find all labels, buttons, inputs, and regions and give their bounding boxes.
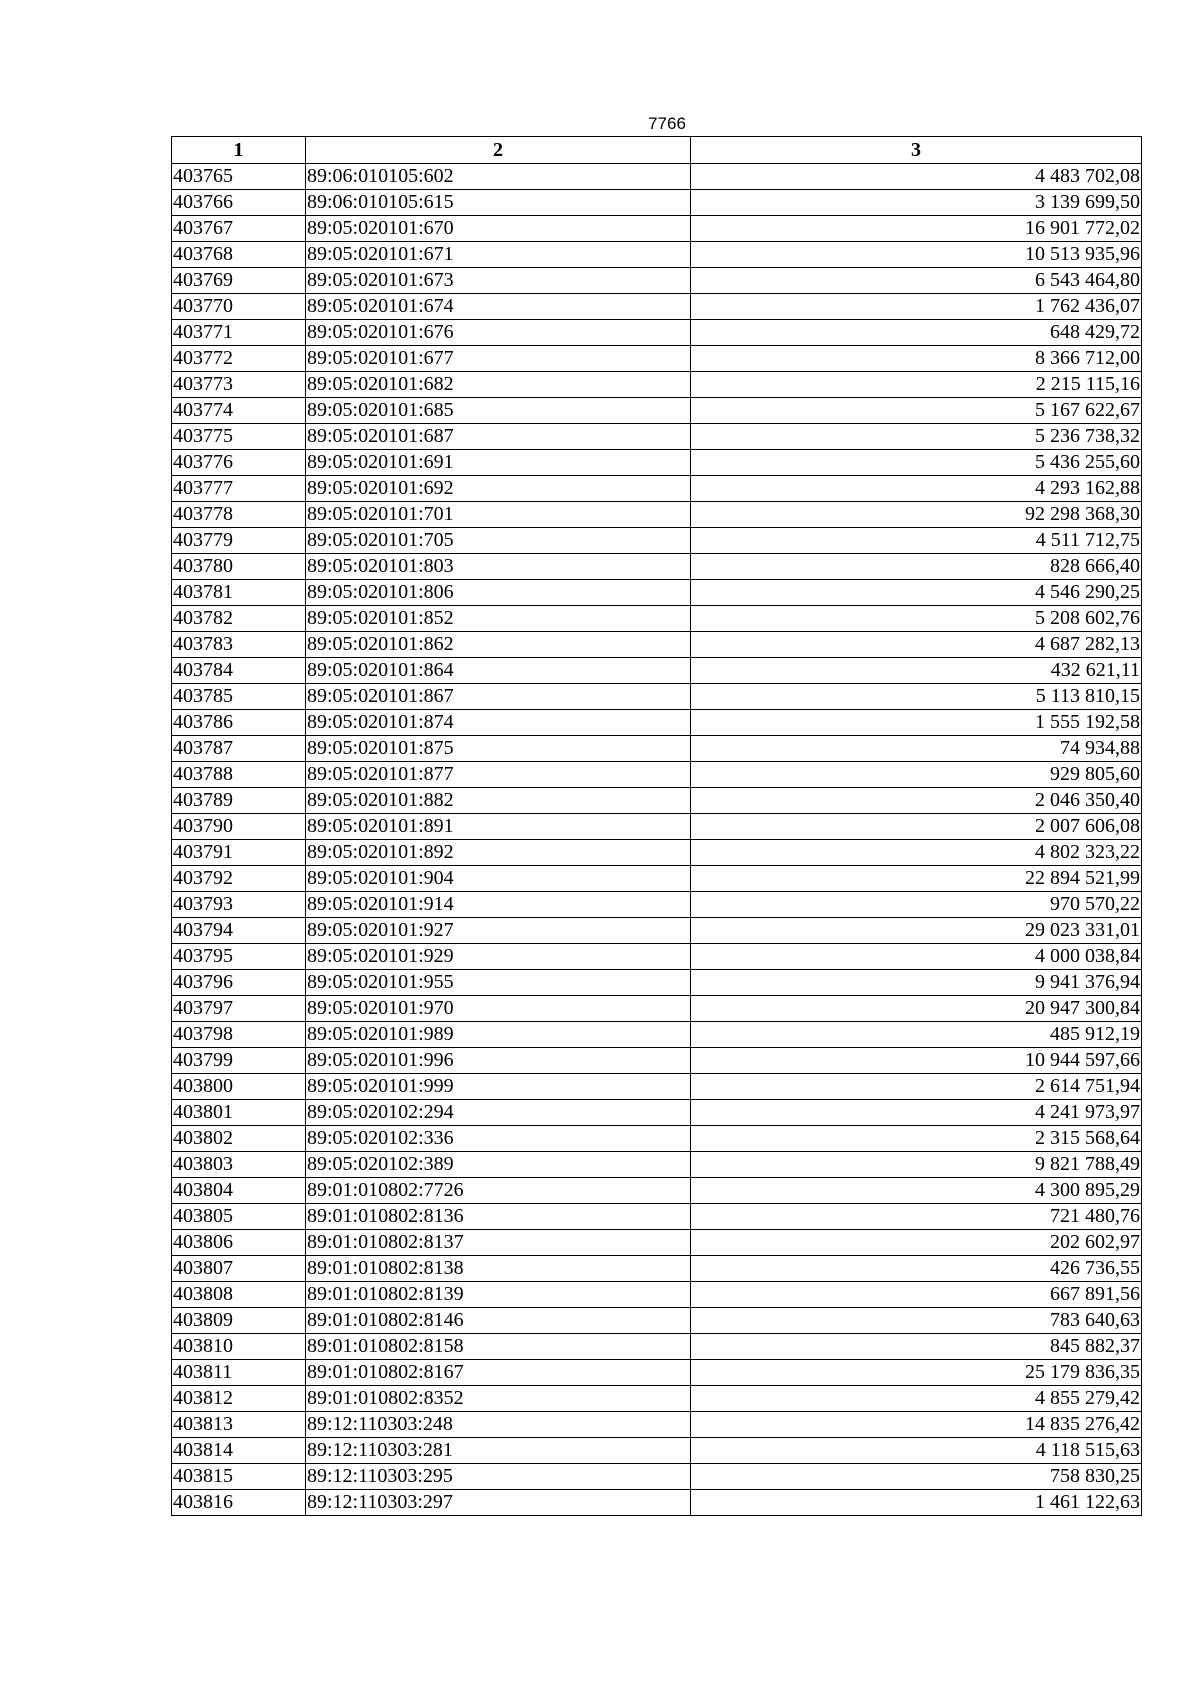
row-number-cell: 403810: [172, 1334, 306, 1360]
table-row: [172, 788, 1142, 814]
row-number-cell: 403773: [172, 372, 306, 398]
cadastral-number-cell: 89:01:010802:8136: [306, 1204, 691, 1230]
cadastral-number-cell: 89:05:020101:677: [306, 346, 691, 372]
table-row: [172, 1152, 1142, 1178]
row-number-cell: 403784: [172, 658, 306, 684]
cadastral-number-cell: 89:12:110303:295: [306, 1464, 691, 1490]
row-number-cell: 403815: [172, 1464, 306, 1490]
cadastral-number-cell: 89:05:020101:914: [306, 892, 691, 918]
row-number-cell: 403814: [172, 1438, 306, 1464]
cadastral-number-cell: 89:06:010105:615: [306, 190, 691, 216]
value-cell: 10 513 935,96: [691, 242, 1142, 268]
row-number-cell: 403771: [172, 320, 306, 346]
row-number-cell: 403800: [172, 1074, 306, 1100]
table-row: [172, 1074, 1142, 1100]
row-number-cell: 403807: [172, 1256, 306, 1282]
cadastral-number-cell: 89:05:020101:671: [306, 242, 691, 268]
table-row: [172, 658, 1142, 684]
value-cell: 4 483 702,08: [691, 164, 1142, 190]
table-body: [172, 164, 1142, 1516]
table-row: [172, 1412, 1142, 1438]
cadastral-number-cell: 89:05:020101:806: [306, 580, 691, 606]
row-number-cell: 403811: [172, 1360, 306, 1386]
row-number-cell: 403793: [172, 892, 306, 918]
row-number-cell: 403785: [172, 684, 306, 710]
row-number-cell: 403775: [172, 424, 306, 450]
table-row: [172, 814, 1142, 840]
row-number-cell: 403816: [172, 1490, 306, 1516]
row-number-cell: 403774: [172, 398, 306, 424]
row-number-cell: 403788: [172, 762, 306, 788]
cadastral-number-cell: 89:05:020101:891: [306, 814, 691, 840]
value-cell: 5 436 255,60: [691, 450, 1142, 476]
value-cell: 29 023 331,01: [691, 918, 1142, 944]
row-number-cell: 403780: [172, 554, 306, 580]
value-cell: 4 511 712,75: [691, 528, 1142, 554]
table-row: [172, 476, 1142, 502]
cadastral-number-cell: 89:05:020101:970: [306, 996, 691, 1022]
row-number-cell: 403794: [172, 918, 306, 944]
cadastral-number-cell: 89:05:020101:803: [306, 554, 691, 580]
table-row: [172, 164, 1142, 190]
table-row: [172, 320, 1142, 346]
value-cell: 5 167 622,67: [691, 398, 1142, 424]
value-cell: 828 666,40: [691, 554, 1142, 580]
table-row: [172, 996, 1142, 1022]
table-row: [172, 606, 1142, 632]
value-cell: 758 830,25: [691, 1464, 1142, 1490]
cadastral-number-cell: 89:01:010802:8158: [306, 1334, 691, 1360]
table-row: [172, 580, 1142, 606]
table-row: [172, 970, 1142, 996]
cadastral-number-cell: 89:05:020102:294: [306, 1100, 691, 1126]
table-row: [172, 840, 1142, 866]
cadastral-number-cell: 89:05:020101:685: [306, 398, 691, 424]
row-number-cell: 403796: [172, 970, 306, 996]
value-cell: 16 901 772,02: [691, 216, 1142, 242]
value-cell: 10 944 597,66: [691, 1048, 1142, 1074]
cadastral-number-cell: 89:05:020101:682: [306, 372, 691, 398]
cadastral-number-cell: 89:05:020101:877: [306, 762, 691, 788]
row-number-cell: 403798: [172, 1022, 306, 1048]
table-row: [172, 1204, 1142, 1230]
value-cell: 8 366 712,00: [691, 346, 1142, 372]
row-number-cell: 403768: [172, 242, 306, 268]
cadastral-number-cell: 89:05:020101:670: [306, 216, 691, 242]
value-cell: 4 118 515,63: [691, 1438, 1142, 1464]
row-number-cell: 403812: [172, 1386, 306, 1412]
cadastral-number-cell: 89:12:110303:281: [306, 1438, 691, 1464]
row-number-cell: 403791: [172, 840, 306, 866]
row-number-cell: 403813: [172, 1412, 306, 1438]
table-row: [172, 502, 1142, 528]
value-cell: 721 480,76: [691, 1204, 1142, 1230]
table-row: [172, 268, 1142, 294]
table-row: [172, 398, 1142, 424]
table-row: [172, 892, 1142, 918]
row-number-cell: 403783: [172, 632, 306, 658]
table-row: [172, 1230, 1142, 1256]
table-row: [172, 1100, 1142, 1126]
value-cell: 22 894 521,99: [691, 866, 1142, 892]
table-row: [172, 684, 1142, 710]
cadastral-number-cell: 89:01:010802:8137: [306, 1230, 691, 1256]
cadastral-number-cell: 89:05:020101:874: [306, 710, 691, 736]
value-cell: 3 139 699,50: [691, 190, 1142, 216]
cadastral-number-cell: 89:05:020102:336: [306, 1126, 691, 1152]
row-number-cell: 403789: [172, 788, 306, 814]
row-number-cell: 403766: [172, 190, 306, 216]
cadastral-number-cell: 89:01:010802:8146: [306, 1308, 691, 1334]
table-row: [172, 1178, 1142, 1204]
cadastral-number-cell: 89:01:010802:8352: [306, 1386, 691, 1412]
table-row: [172, 424, 1142, 450]
table-row: [172, 1022, 1142, 1048]
value-cell: 1 461 122,63: [691, 1490, 1142, 1516]
value-cell: 970 570,22: [691, 892, 1142, 918]
table-row: [172, 294, 1142, 320]
cadastral-number-cell: 89:05:020101:904: [306, 866, 691, 892]
page-number: 7766: [648, 114, 686, 133]
row-number-cell: 403801: [172, 1100, 306, 1126]
row-number-cell: 403786: [172, 710, 306, 736]
row-number-cell: 403806: [172, 1230, 306, 1256]
value-cell: 20 947 300,84: [691, 996, 1142, 1022]
value-cell: 4 000 038,84: [691, 944, 1142, 970]
table-row: [172, 710, 1142, 736]
row-number-cell: 403803: [172, 1152, 306, 1178]
value-cell: 25 179 836,35: [691, 1360, 1142, 1386]
value-cell: 2 007 606,08: [691, 814, 1142, 840]
cadastral-number-cell: 89:05:020101:864: [306, 658, 691, 684]
table-row: [172, 944, 1142, 970]
cadastral-value-table: [171, 136, 1142, 1516]
value-cell: 6 543 464,80: [691, 268, 1142, 294]
column-header-1: 1: [172, 137, 306, 164]
table-row: [172, 346, 1142, 372]
cadastral-number-cell: 89:05:020101:676: [306, 320, 691, 346]
cadastral-number-cell: 89:05:020101:691: [306, 450, 691, 476]
table-row: [172, 372, 1142, 398]
cadastral-number-cell: 89:05:020101:701: [306, 502, 691, 528]
value-cell: 9 941 376,94: [691, 970, 1142, 996]
value-cell: 4 241 973,97: [691, 1100, 1142, 1126]
value-cell: 2 614 751,94: [691, 1074, 1142, 1100]
cadastral-number-cell: 89:05:020101:999: [306, 1074, 691, 1100]
value-cell: 5 208 602,76: [691, 606, 1142, 632]
row-number-cell: 403772: [172, 346, 306, 372]
table-row: [172, 528, 1142, 554]
value-cell: 426 736,55: [691, 1256, 1142, 1282]
table-header: [172, 137, 1142, 164]
table-row: [172, 1256, 1142, 1282]
value-cell: 432 621,11: [691, 658, 1142, 684]
value-cell: 74 934,88: [691, 736, 1142, 762]
value-cell: 2 046 350,40: [691, 788, 1142, 814]
table-row: [172, 1282, 1142, 1308]
value-cell: 14 835 276,42: [691, 1412, 1142, 1438]
column-header-3: 3: [691, 137, 1142, 164]
cadastral-number-cell: 89:05:020101:673: [306, 268, 691, 294]
cadastral-number-cell: 89:05:020102:389: [306, 1152, 691, 1178]
row-number-cell: 403787: [172, 736, 306, 762]
row-number-cell: 403777: [172, 476, 306, 502]
value-cell: 5 113 810,15: [691, 684, 1142, 710]
value-cell: 4 546 290,25: [691, 580, 1142, 606]
cadastral-number-cell: 89:06:010105:602: [306, 164, 691, 190]
row-number-cell: 403792: [172, 866, 306, 892]
value-cell: 4 802 323,22: [691, 840, 1142, 866]
cadastral-number-cell: 89:05:020101:927: [306, 918, 691, 944]
table-row: [172, 1490, 1142, 1516]
table-row: [172, 216, 1142, 242]
value-cell: 783 640,63: [691, 1308, 1142, 1334]
table-row: [172, 632, 1142, 658]
row-number-cell: 403778: [172, 502, 306, 528]
table-row: [172, 1334, 1142, 1360]
cadastral-number-cell: 89:05:020101:892: [306, 840, 691, 866]
cadastral-number-cell: 89:05:020101:852: [306, 606, 691, 632]
table-row: [172, 736, 1142, 762]
cadastral-number-cell: 89:01:010802:7726: [306, 1178, 691, 1204]
cadastral-number-cell: 89:01:010802:8167: [306, 1360, 691, 1386]
cadastral-number-cell: 89:05:020101:867: [306, 684, 691, 710]
row-number-cell: 403790: [172, 814, 306, 840]
table-row: [172, 190, 1142, 216]
value-cell: 929 805,60: [691, 762, 1142, 788]
table-row: [172, 1438, 1142, 1464]
cadastral-number-cell: 89:05:020101:687: [306, 424, 691, 450]
value-cell: 5 236 738,32: [691, 424, 1142, 450]
cadastral-number-cell: 89:05:020101:882: [306, 788, 691, 814]
value-cell: 4 300 895,29: [691, 1178, 1142, 1204]
row-number-cell: 403804: [172, 1178, 306, 1204]
row-number-cell: 403809: [172, 1308, 306, 1334]
value-cell: 1 762 436,07: [691, 294, 1142, 320]
header-row: [172, 137, 1142, 164]
row-number-cell: 403805: [172, 1204, 306, 1230]
cadastral-number-cell: 89:05:020101:955: [306, 970, 691, 996]
table-row: [172, 762, 1142, 788]
cadastral-number-cell: 89:05:020101:929: [306, 944, 691, 970]
table-row: [172, 1048, 1142, 1074]
row-number-cell: 403781: [172, 580, 306, 606]
row-number-cell: 403799: [172, 1048, 306, 1074]
cadastral-number-cell: 89:05:020101:692: [306, 476, 691, 502]
cadastral-number-cell: 89:12:110303:297: [306, 1490, 691, 1516]
table-row: [172, 1126, 1142, 1152]
row-number-cell: 403795: [172, 944, 306, 970]
column-header-2: 2: [306, 137, 691, 164]
value-cell: 667 891,56: [691, 1282, 1142, 1308]
table-row: [172, 918, 1142, 944]
table-row: [172, 1360, 1142, 1386]
cadastral-number-cell: 89:05:020101:875: [306, 736, 691, 762]
value-cell: 202 602,97: [691, 1230, 1142, 1256]
row-number-cell: 403767: [172, 216, 306, 242]
table-row: [172, 242, 1142, 268]
value-cell: 9 821 788,49: [691, 1152, 1142, 1178]
row-number-cell: 403797: [172, 996, 306, 1022]
cadastral-number-cell: 89:05:020101:989: [306, 1022, 691, 1048]
cadastral-number-cell: 89:05:020101:674: [306, 294, 691, 320]
row-number-cell: 403808: [172, 1282, 306, 1308]
table-row: [172, 554, 1142, 580]
row-number-cell: 403776: [172, 450, 306, 476]
value-cell: 2 215 115,16: [691, 372, 1142, 398]
value-cell: 92 298 368,30: [691, 502, 1142, 528]
table-row: [172, 866, 1142, 892]
value-cell: 1 555 192,58: [691, 710, 1142, 736]
value-cell: 2 315 568,64: [691, 1126, 1142, 1152]
value-cell: 648 429,72: [691, 320, 1142, 346]
row-number-cell: 403765: [172, 164, 306, 190]
value-cell: 485 912,19: [691, 1022, 1142, 1048]
value-cell: 4 687 282,13: [691, 632, 1142, 658]
cadastral-number-cell: 89:01:010802:8139: [306, 1282, 691, 1308]
table-row: [172, 450, 1142, 476]
value-cell: 4 293 162,88: [691, 476, 1142, 502]
table-row: [172, 1308, 1142, 1334]
cadastral-number-cell: 89:05:020101:996: [306, 1048, 691, 1074]
row-number-cell: 403770: [172, 294, 306, 320]
table-row: [172, 1464, 1142, 1490]
row-number-cell: 403782: [172, 606, 306, 632]
table-row: [172, 1386, 1142, 1412]
cadastral-number-cell: 89:01:010802:8138: [306, 1256, 691, 1282]
row-number-cell: 403779: [172, 528, 306, 554]
cadastral-number-cell: 89:05:020101:705: [306, 528, 691, 554]
cadastral-number-cell: 89:05:020101:862: [306, 632, 691, 658]
value-cell: 845 882,37: [691, 1334, 1142, 1360]
row-number-cell: 403769: [172, 268, 306, 294]
row-number-cell: 403802: [172, 1126, 306, 1152]
value-cell: 4 855 279,42: [691, 1386, 1142, 1412]
cadastral-number-cell: 89:12:110303:248: [306, 1412, 691, 1438]
